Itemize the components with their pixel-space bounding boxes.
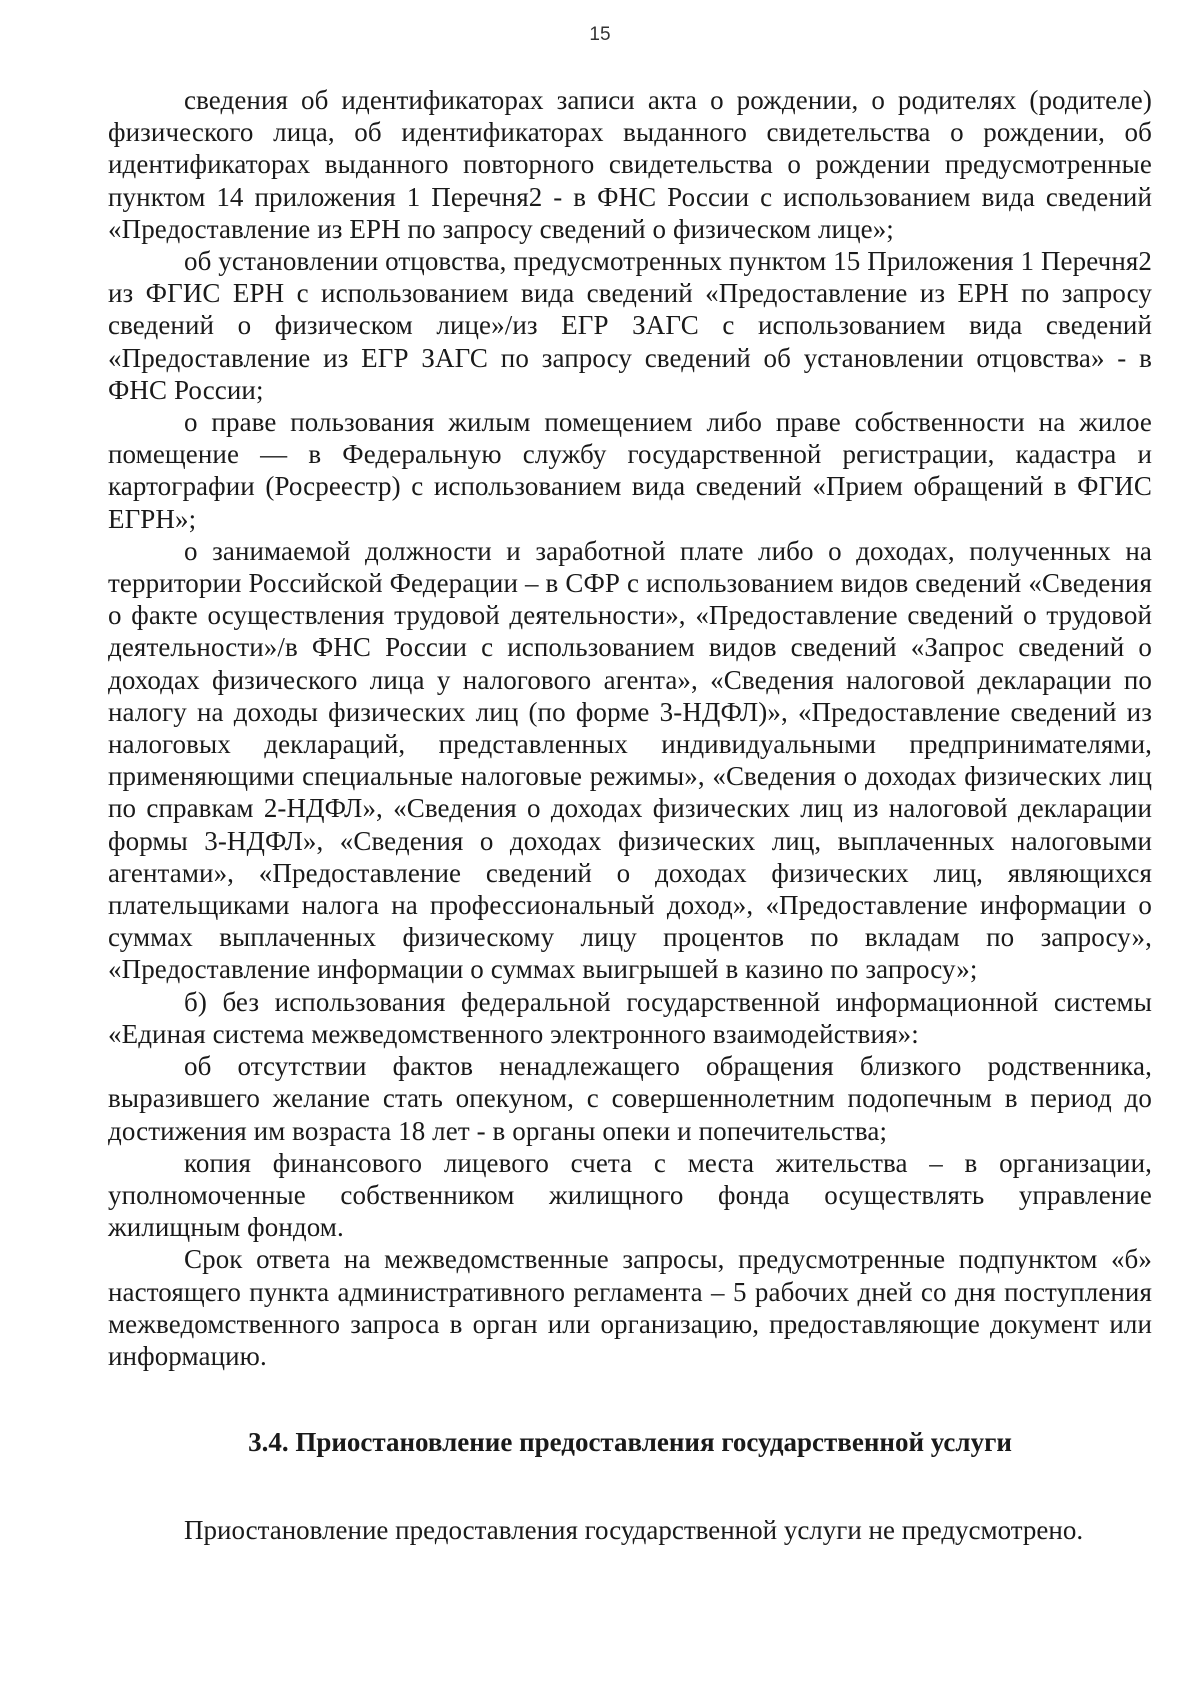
paragraph-paternity: об установлении отцовства, предусмотренных пунктом 15 Приложения 1 Перечня2 из ФГИС ЕРН с использованием вида сведений «Предоставление из ЕРН по запросу сведений о физическом лице»/из ЕГР ЗАГС с использованием вида сведений «Предоставление из ЕГР ЗАГС по запросу сведений об установлении отцовства» - в ФНС России; (108, 246, 1152, 405)
document-body (108, 84, 1152, 1546)
page-number: 15 (589, 24, 611, 45)
paragraph-no-improper-treatment: об отсутствии фактов ненадлежащего обращения близкого родственника, выразившего желание стать опекуном, с совершеннолетним подопечным в период до достижения им возраста 18 лет - в органы опеки и попечительства; (108, 1051, 1152, 1146)
paragraph-without-smev: б) без использования федеральной государственной информационной системы «Единая система межведомственного электронного взаимодействия»: (108, 986, 1152, 1049)
paragraph-income-info: о занимаемой должности и заработной плате либо о доходах, полученных на территории Российской Федерации – в СФР с использованием видов сведений «Сведения о факте осуществления трудовой деятельности», «Предоставление сведений о трудовой деятельности»/в ФНС России с использованием видов сведений «Запрос сведений о доходах физического лица у налогового агента», «Сведения налоговой декларации по налогу на доходы физических лиц (по форме 3-НДФЛ)», «Предоставление сведений из налоговых деклараций, представленных индивидуальными предпринимателями, применяющими специальные налоговые режимы», «Сведения о доходах физических лиц по справкам 2-НДФЛ», «Сведения о доходах физических лиц из налоговой декларации формы 3-НДФЛ», «Сведения о доходах физических лиц, выплаченных налоговыми агентами», «Предоставление сведений о доходах физических лиц, являющихся плательщиками налога на профессиональный доход», «Предоставление информации о суммах выплаченных физическому лицу процентов по вкладам по запросу», «Предоставление информации о суммах выигрышей в казино по запросу»; (108, 535, 1152, 985)
section-text: Приостановление предоставления государственной услуги не предусмотрено. (184, 1515, 1084, 1546)
section-heading: 3.4. Приостановление предоставления государственной услуги (248, 1427, 1012, 1458)
paragraph-housing-rights: о праве пользования жилым помещением либо праве собственности на жилое помещение — в Федеральную службу государственной регистрации, кадастра и картографии (Росреестр) с использованием вида сведений «Прием обращений в ФГИС ЕГРН»; (108, 407, 1152, 534)
paragraph-account-copy: копия финансового лицевого счета с места жительства – в организации, уполномоченные собственником жилищного фонда осуществлять управление жилищным фондом. (108, 1147, 1152, 1243)
paragraph-birth-records: сведения об идентификаторах записи акта о рождении, о родителях (родителе) физического лица, об идентификаторах выданного свидетельства о рождении, об идентификаторах выданного повторного свидетельства о рождении предусмотренные пунктом 14 приложения 1 Перечня2 - в ФНС России с использованием вида сведений «Предоставление из ЕРН по запросу сведений о физическом лице»; (108, 85, 1152, 244)
paragraph-response-deadline: Срок ответа на межведомственные запросы, предусмотренные подпунктом «б» настоящего пункта административного регламента – 5 рабочих дней со дня поступления межведомственного запроса в орган или организацию, предоставляющие документ или информацию. (108, 1244, 1152, 1371)
